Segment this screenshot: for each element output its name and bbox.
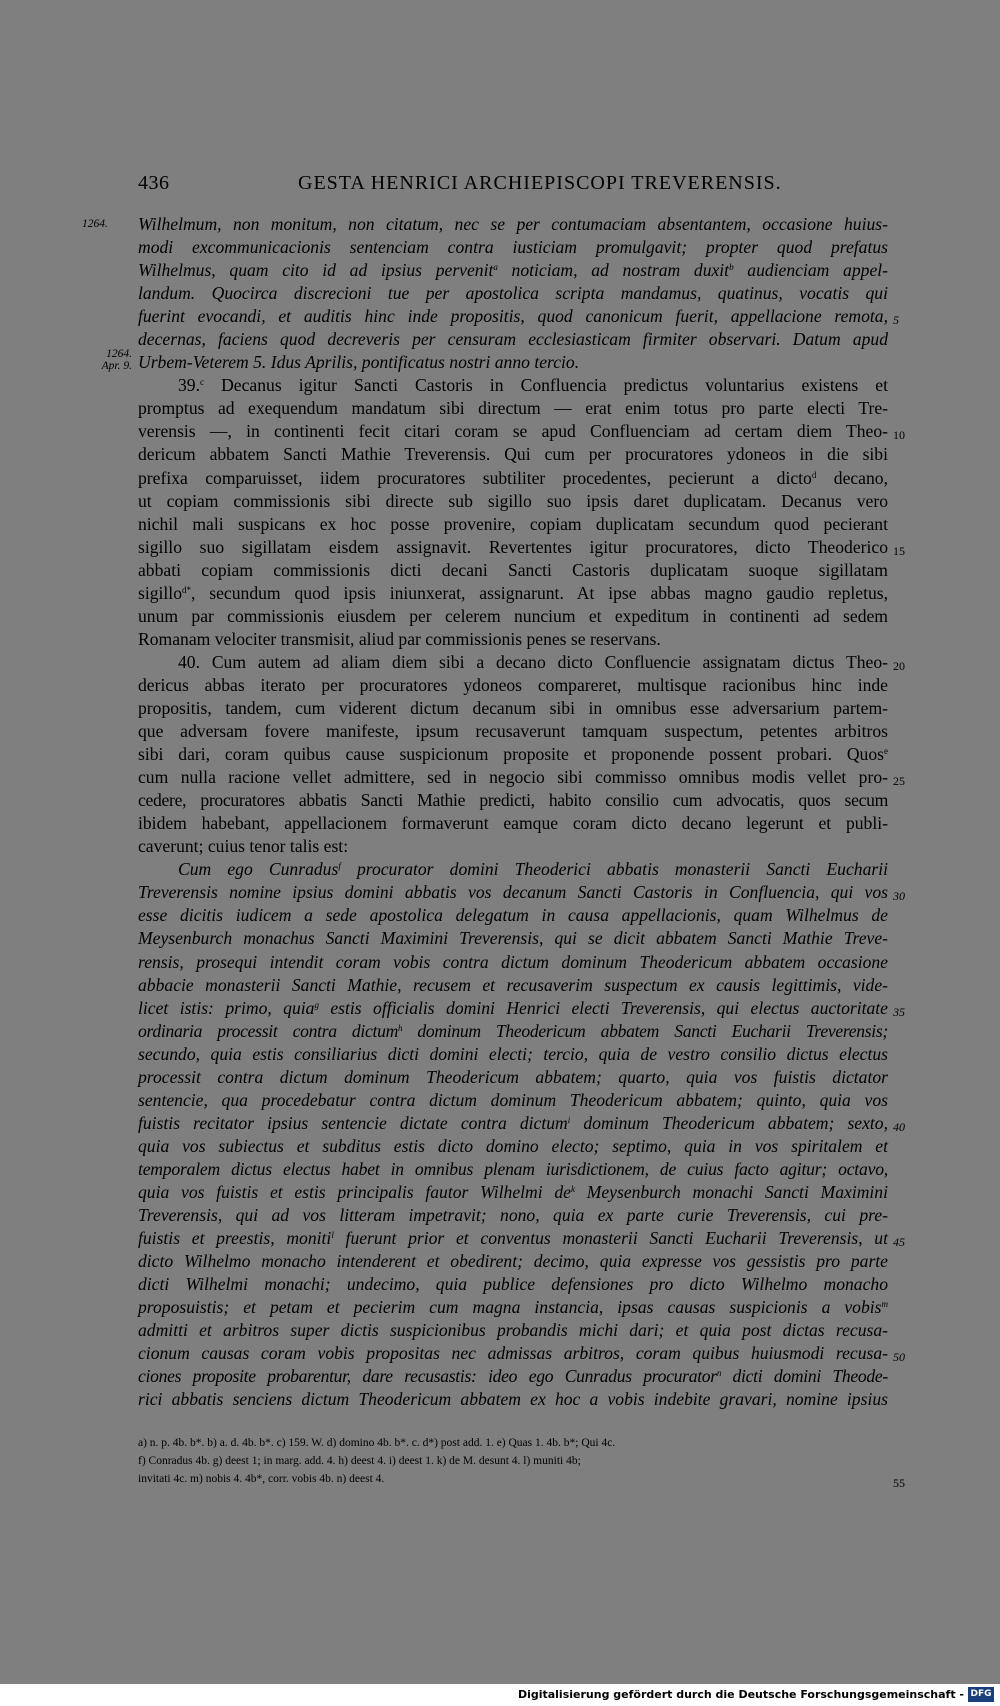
running-title: GESTA HENRICI ARCHIEPISCOPI TREVERENSIS.	[298, 172, 782, 194]
text-line: ut copiam commissionis sibi directe sub sigillo suo ipsis daret duplicatam. Decanus vero	[138, 490, 888, 511]
text-line: temporalem dictus electus habet in omnibus plenam iurisdictionem, de cuius facto agitur; octavo,	[138, 1158, 888, 1179]
funding-notice: Digitalisierung gefördert durch die Deutsche Forschungsgemeinschaft -	[517, 1688, 964, 1701]
text-line: rici abbatis senciens dictum Theodericum abbatem ex hoc a vobis indebite gravari, nomine ipsius	[138, 1389, 888, 1410]
text-line: decernas, faciens quod decreveris per censuram ecclesiasticam firmiter observari. Datum apud	[138, 329, 888, 350]
line-number: 15	[893, 543, 905, 558]
margin-date: 1264. Apr. 9.	[101, 348, 132, 373]
footnotes	[138, 1434, 905, 1490]
text-line: admitti et arbitros super dictis suspicionibus probandis michi dari; et quia post dictas recusa-	[138, 1320, 888, 1341]
line-number: 5	[893, 313, 899, 328]
text-line: Wilhelmus, quam cito id ad ipsius pervenit$^a$ noticiam, ad nostram duxit$^b$ audienciam appel-	[138, 260, 889, 281]
text-line: fuistis et preestis, moniti$^l$ fuerunt prior et conventus monasterii Sancti Eucharii Treverensis, ut 45	[138, 1227, 888, 1250]
text-line: ibidem habebant, appellacionem formaverunt eamque coram dicto decano legerunt et publi-	[138, 813, 888, 834]
text-line: landum. Quocirca discrecioni tue per apostolica scripta mandamus, quatinus, vocatis qui	[138, 283, 888, 304]
text-line: que adversam fovere manifeste, ipsum recusaverunt tamquam suspectum, petentes arbitros	[138, 721, 888, 742]
text-line: fuistis recitator ipsius sentencie dictate contra dictum$^i$ dominum Theodericum abbatem; sexto, 40	[138, 1112, 888, 1135]
text-line: Treverensis, qui ad vos litteram impetravit; nono, quia ex parte curie Treverensis, cui pre-	[138, 1205, 888, 1226]
text-line: sibi dari, coram quibus cause suspicionum proposite et proponende possent probari. Quos$^e$	[138, 744, 888, 765]
line-number: 40	[893, 1119, 905, 1134]
text-line: sigillo suo sigillatam eisdem assignavit. Revertentes igitur procuratores, dicto Theoderico 15	[138, 536, 888, 559]
line-number: 50	[893, 1350, 905, 1365]
text-line: 1264. Apr. 9. Urbem-Veterem 5. Idus Aprilis, pontificatus nostri anno tercio.	[138, 351, 888, 374]
line-number: 55	[893, 1476, 905, 1490]
line-number: 25	[893, 774, 905, 789]
text-line: caverunt; cuius tenor talis est:	[138, 836, 349, 857]
margin-year: 1264.	[82, 218, 108, 230]
line-number: 35	[893, 1004, 905, 1019]
text-line: nichil mali suspicans ex hoc posse provenire, copiam duplicatam secundum quod pecierant	[138, 513, 888, 534]
digitization-footer	[0, 1684, 1000, 1706]
line-number: 45	[893, 1235, 905, 1250]
text-line: proposuistis; et petam et pecierim cum magna instancia, ipsas causas suspicionis a vobis$^m$	[138, 1297, 888, 1318]
text-line: unum par commissionis eiusdem per celerem nuncium et expeditum in continenti ad sedem	[138, 605, 888, 626]
text-line: 39.$^c$ Decanus igitur Sancti Castoris in Confluencia predictus voluntarius existens et	[178, 375, 888, 396]
text-line: dicto Wilhelmo monacho intenderent et obedirent; decimo, quia expresse vos gessistis pro parte	[138, 1251, 888, 1272]
footnote-line: invitati 4c. m) nobis 4. 4b*, corr. vobis 4b. n) deest 4.	[138, 1473, 385, 1485]
line-number: 20	[893, 658, 905, 673]
footnote-line: f) Conradus 4b. g) deest 1; in marg. add. 4. h) deest 4. i) deest 1. k) de M. desunt 4. l) muniti 4b;	[138, 1455, 581, 1467]
line-number: 10	[893, 428, 905, 443]
text-line: abbati copiam commissionis dicti decani Sancti Castoris duplicatam suoque sigillatam	[138, 559, 888, 580]
text-line: dericum abbatem Sancti Mathie Treverensis. Qui cum per procuratores ydoneos in die sibi	[138, 444, 888, 465]
text-line: propositis, tandem, cum viderent dictum decanum sibi in omnibus esse adversarium partem-	[138, 697, 888, 718]
page-number: 436	[138, 172, 170, 194]
text-line: quia vos subiectus et subditus estis dicto domino electo; septimo, quia in vos spiritalem et	[138, 1135, 888, 1156]
main-text	[82, 213, 905, 1411]
text-line: prefixa comparuisset, iidem procuratores subtiliter procedentes, pecierunt a dicto$^d$ decano,	[138, 467, 888, 488]
text-line: quia vos fuistis et estis principalis fautor Wilhelmi $de^k$ Meysenburch monachi Sancti Maximini	[138, 1181, 888, 1202]
text-line: ciones proposite probarentur, dare recusastis: ideo ego Cunradus procurator$^n$ dicti domini Theode-	[138, 1366, 888, 1387]
text-line: Romanam velociter transmisit, aliud par commissionis penes se reservans.	[138, 628, 661, 649]
text-line: processit contra dictum dominum Theodericum abbatem; quarto, quia vos fuistis dictator	[138, 1066, 888, 1087]
text-line: dicti Wilhelmi monachi; undecimo, quia publice defensiones pro dicto Wilhelmo monacho	[138, 1274, 888, 1295]
text-line: fuerint evocandi, et auditis hinc inde propositis, quod canonicum fuerit, appellacione remota, 5	[138, 305, 888, 328]
text-line: licet istis: primo, quia$^g$ estis officialis domini Henrici electi Treverensis, qui electus auctoritate 35	[138, 997, 888, 1020]
text-line: 1264. Wilhelmum, non monitum, non citatum, nec se per contumaciam absentantem, occasione huius-	[82, 214, 888, 234]
text-line: secundo, quia estis consiliarius dicti domini electi; tercio, quia de vestro consilio dictus electus	[138, 1043, 888, 1064]
text-line: rensis, prosequi intendit coram vobis contra dictum dominum Theodericum abbatem occasione	[138, 951, 888, 972]
text-line: sigillo$^{d*}$, secundum quod ipsis iniunxerat, assignarunt. At ipse abbas magno gaudio repletus,	[138, 582, 888, 603]
text-line: abbacie monasterii Sancti Mathie, recusem et recusaverim suspectum ex causis legittimis, vide-	[138, 974, 888, 995]
text-line: 40. Cum autem ad aliam diem sibi a decano dicto Confluencie assignatam dictus Theo- 20	[138, 651, 888, 674]
text-line: Cum ego Cunradus$^f$ procurator domini Theoderici abbatis monasterii Sancti Eucharii	[178, 859, 888, 880]
text-line: Meysenburch monachus Sancti Maximini Treverensis, qui se dicit abbatem Sancti Mathie Treve-	[138, 928, 888, 949]
text-line: dericus abbas iterato per procuratores ydoneos compareret, multisque racionibus hinc inde	[138, 674, 888, 695]
text-line: verensis —, in continenti fecit citari coram se apud Confluenciam ad certam diem Theo- 10	[138, 420, 888, 443]
text-line: promptus ad exequendum mandatum sibi directum — erat enim totus pro parte electi Tre-	[138, 398, 888, 419]
text-line: cedere, procuratores abbatis Sancti Mathie predicti, habito consilio cum advocatis, quos secum	[138, 790, 888, 811]
text-line: modi excommunicacionis sentenciam contra iusticiam promulgavit; propter quod prefatus	[138, 237, 888, 258]
dfg-logo: DFG	[968, 1687, 994, 1702]
footnote-line: a) n. p. 4b. b*. b) a. d. 4b. b*. c) 159. W. d) domino 4b. b*. c. d*) post add. 1. e) Quas 1. 4b. b*; Qui 4c.	[138, 1437, 616, 1449]
text-line: cionum causas coram vobis propositas nec admissas arbitros, coram quibus huiusmodi recusa- 50	[138, 1342, 888, 1365]
line-number: 30	[893, 889, 905, 904]
text-line: esse dicitis iudicem a sede apostolica delegatum in causa appellacionis, quam Wilhelmus de	[138, 905, 888, 926]
text-line: sentencie, qua procedebatur contra dictum dominum Theodericum abbatem; quinto, quia vos	[138, 1089, 888, 1110]
text-line: ordinaria processit contra dictum$^h$ dominum Theodericum abbatem Sancti Eucharii Treverensis;	[138, 1020, 888, 1041]
text-line: cum nulla racione vellet admittere, sed in negocio sibi commisso omnibus modis vellet pro- 25	[138, 766, 888, 789]
text-line: Treverensis nomine ipsius domini abbatis vos decanum Sancti Castoris in Confluencia, qui vos 30	[138, 881, 888, 904]
